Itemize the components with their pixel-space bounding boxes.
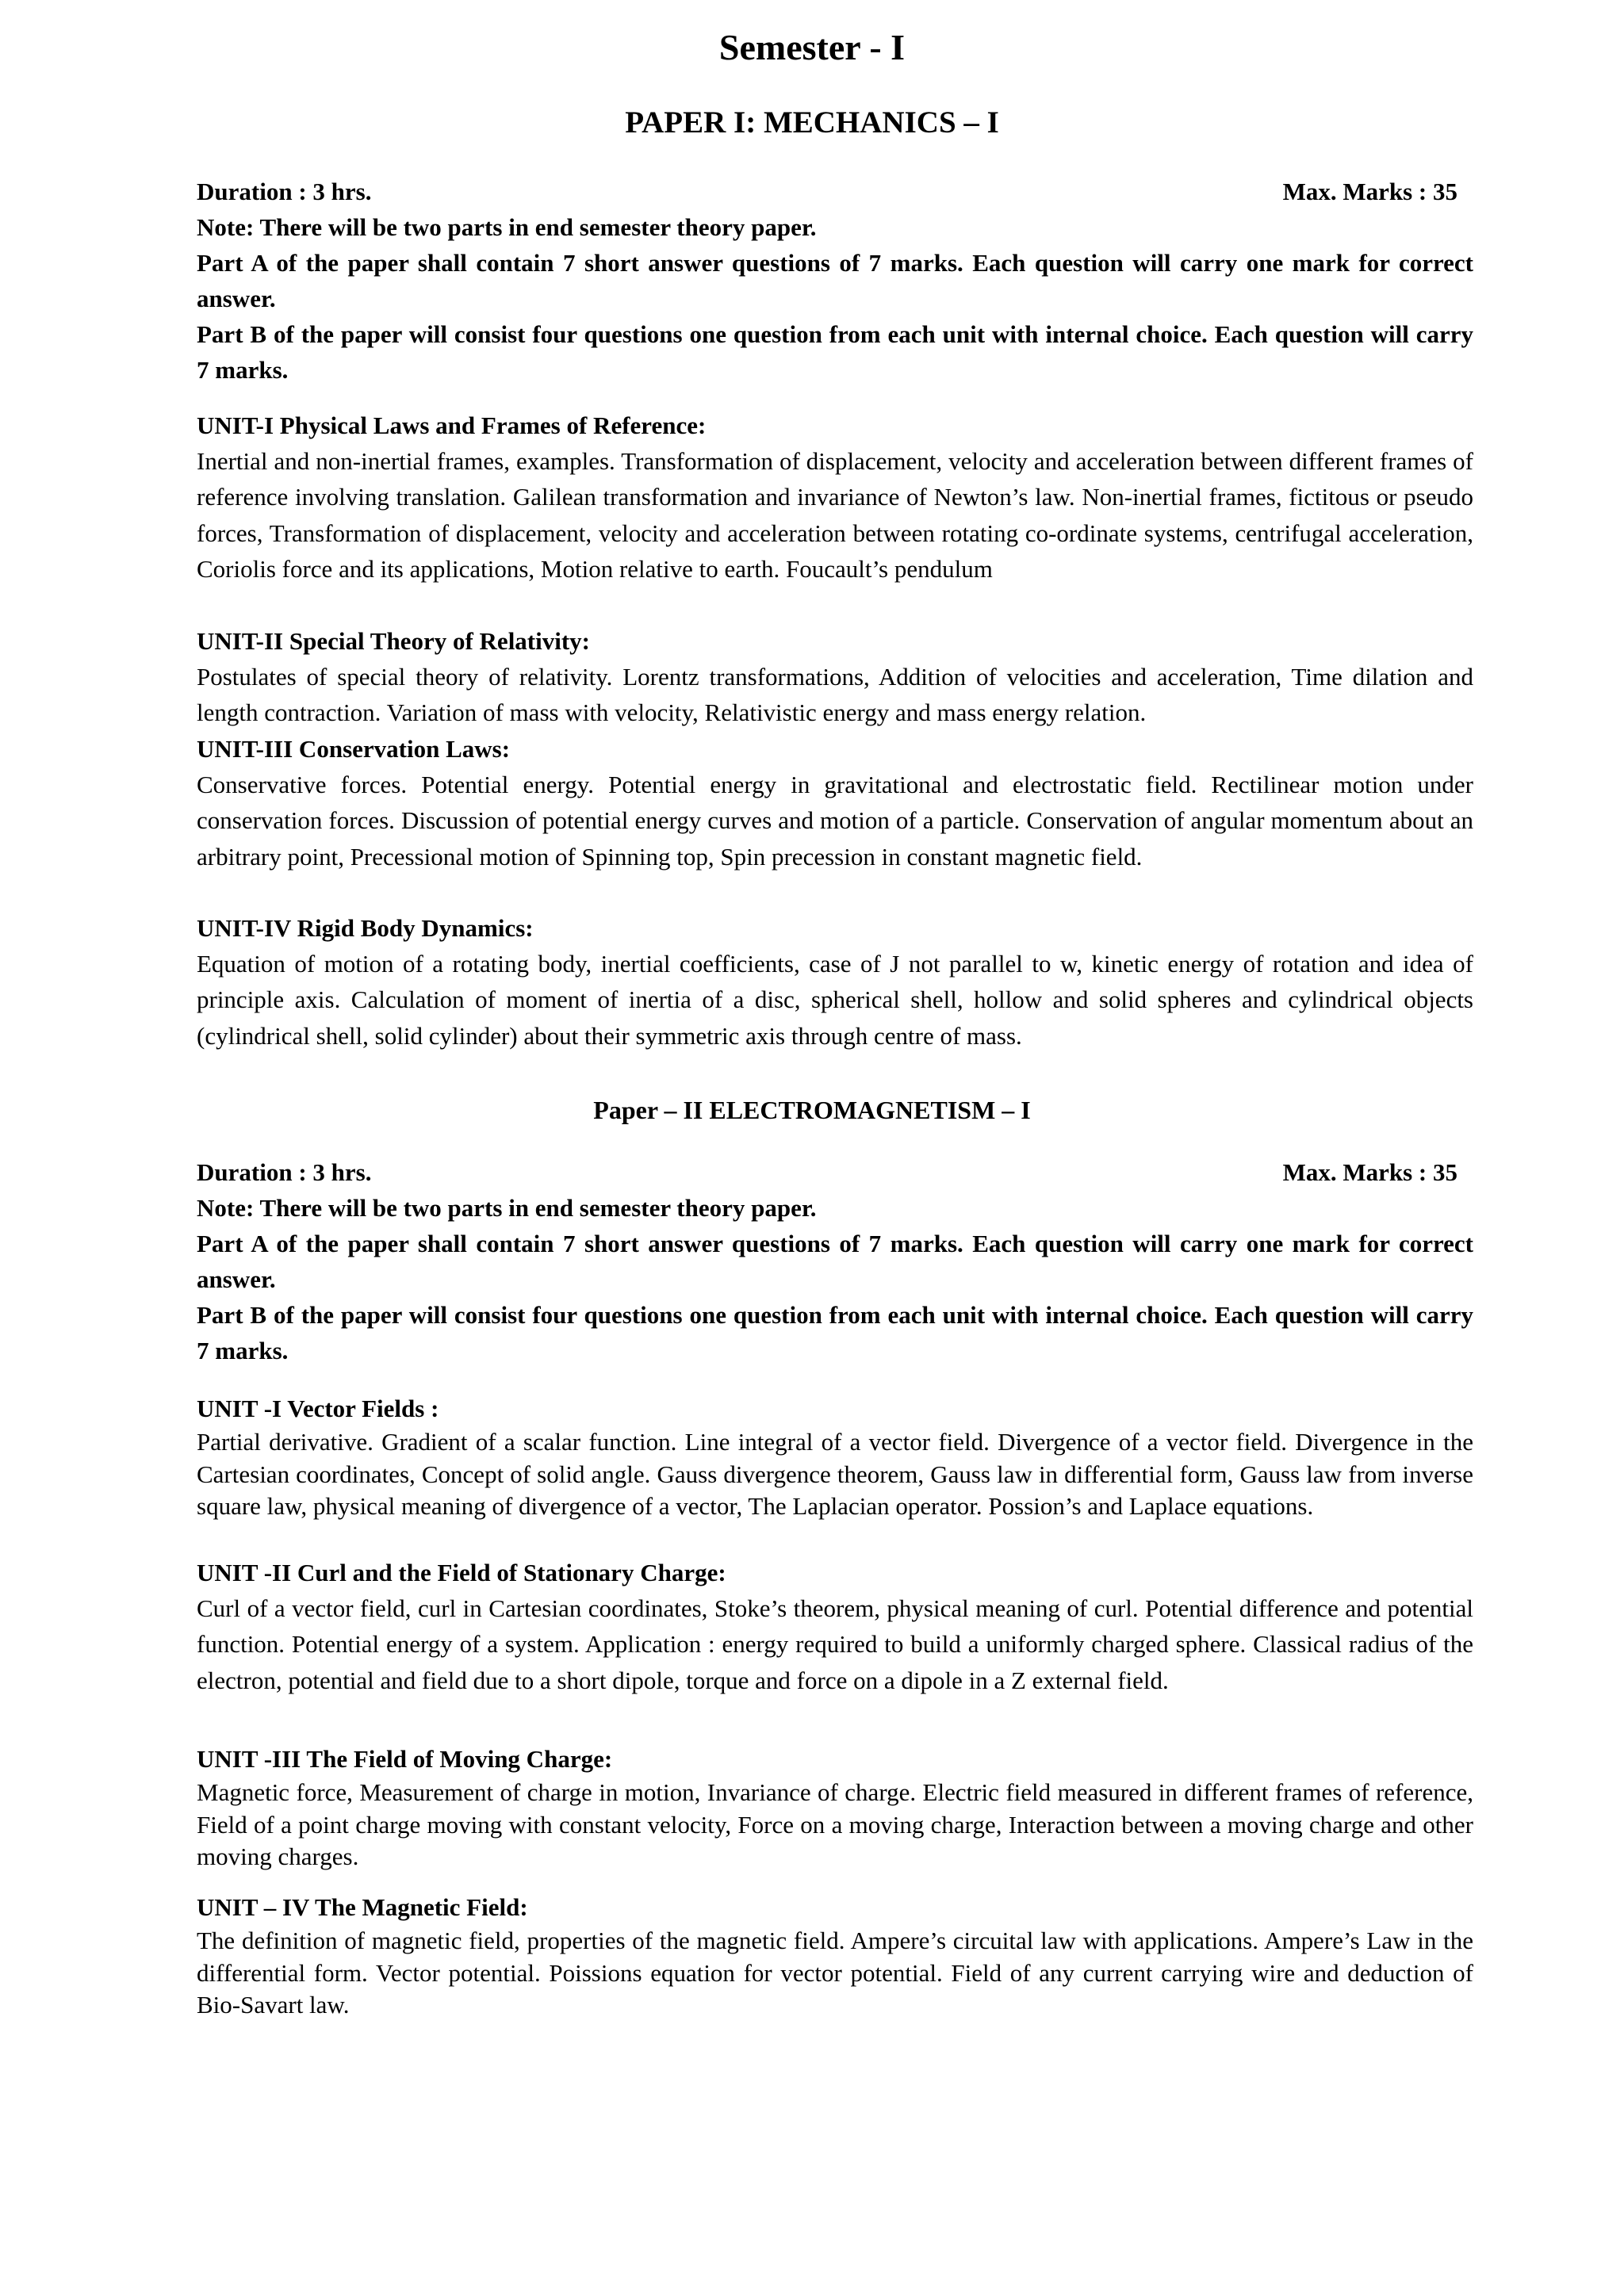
paper2-unit4-text: The definition of magnetic field, properties of the magnetic field. Ampere’s circuital law with applications. Ampere’s Law in the differential form. Vector potential. Poissions equation for vector potential. Field of any current carrying wire and deduction of Bio-Savart law. [197,1927,1473,2019]
paper1-unit3-heading: UNIT-III Conservation Laws: [197,735,511,763]
paper1-part-b: Part B of the paper will consist four questions one question from each unit with internal choice. Each question will carry 7 marks. [197,320,1473,385]
paper1-unit3-text: Conservative forces. Potential energy. Potential energy in gravitational and electrostatic field. Rectilinear motion under conservation forces. Discussion of potential energy curves and motion of a particle. Conservation of angular momentum about an arbitrary point, Precessional motion of Spinning top, Spin precession in constant magnetic field. [197,771,1473,871]
paper1-unit4-heading: UNIT-IV Rigid Body Dynamics: [197,914,534,942]
paper2-part-a: Part A of the paper shall contain 7 short answer questions of 7 marks. Each question will carry one mark for correct answer. [197,1230,1473,1294]
paper2-max-marks: Max. Marks : 35 [1282,1158,1457,1186]
paper2-unit1-heading: UNIT -I Vector Fields : [197,1395,439,1422]
paper2-unit2-heading: UNIT -II Curl and the Field of Stationary Charge: [197,1559,726,1586]
paper2-unit2-text: Curl of a vector field, curl in Cartesian coordinates, Stoke’s theorem, physical meaning of curl. Potential difference and potential function. Potential energy of a system. Application : energy required to build a uniformly charged sphere. Classical radius of the electron, potential and field due to a short dipole, torque and force on a dipole in a Z external field. [197,1594,1473,1694]
paper2-part-b: Part B of the paper will consist four questions one question from each unit with internal choice. Each question will carry 7 marks. [197,1301,1473,1365]
paper2-note: Note: There will be two parts in end semester theory paper. [197,1194,817,1222]
paper2-unit1-text: Partial derivative. Gradient of a scalar function. Line integral of a vector field. Divergence of a vector field. Divergence in the Cartesian coordinates, Concept of solid angle. Gauss divergence theorem, Gauss law in differential form, Gauss law from inverse square law, physical meaning of divergence of a vector, The Laplacian operator. Possion’s and Laplace equations. [197,1428,1473,1520]
paper2-duration: Duration : 3 hrs. [197,1158,372,1186]
paper2-title: Paper – II ELECTROMAGNETISM – I [593,1096,1031,1124]
paper2-unit3-text: Magnetic force, Measurement of charge in motion, Invariance of charge. Electric field measured in different frames of reference, Field of a point charge moving with constant velocity, Force on a moving charge, Interaction between a moving charge and other moving charges. [197,1778,1473,1870]
paper1-unit1-text: Inertial and non-inertial frames, examples. Transformation of displacement, velocity and acceleration between different frames of reference involving translation. Galilean transformation and invariance of Newton’s law. Non-inertial frames, fictitous or pseudo forces, Transformation of displacement, velocity and acceleration between rotating co-ordinate systems, centrifugal acceleration, Coriolis force and its applications, Motion relative to earth. Foucault’s pendulum [197,447,1473,583]
paper2-unit3-heading: UNIT -III The Field of Moving Charge: [197,1745,613,1773]
paper1-title: PAPER I: MECHANICS – I [625,105,999,140]
paper1-duration: Duration : 3 hrs. [197,178,372,205]
semester-title: Semester - I [718,27,906,67]
paper2-duration-row [197,1154,1465,1190]
paper1-unit4-text: Equation of motion of a rotating body, inertial coefficients, case of J not parallel to w, kinetic energy of rotation and idea of principle axis. Calculation of moment of inertia of a disc, spherical shell, hollow and solid spheres and cylindrical objects (cylindrical shell, solid cylinder) about their symmetric axis through centre of mass. [197,950,1473,1050]
paper1-note: Note: There will be two parts in end semester theory paper. [197,213,817,241]
paper2-unit4-heading: UNIT – IV The Magnetic Field: [197,1893,528,1921]
paper1-unit2-heading: UNIT-II Special Theory of Relativity: [197,627,590,655]
paper1-max-marks: Max. Marks : 35 [1282,178,1457,205]
paper1-unit2-text: Postulates of special theory of relativity. Lorentz transformations, Addition of velocities and acceleration, Time dilation and length contraction. Variation of mass with velocity, Relativistic energy and mass energy relation. [197,663,1473,727]
paper1-unit1-heading: UNIT-I Physical Laws and Frames of Reference: [197,411,707,439]
paper1-part-a: Part A of the paper shall contain 7 short answer questions of 7 marks. Each question will carry one mark for correct answer. [197,249,1473,313]
paper1-duration-row [197,174,1465,209]
